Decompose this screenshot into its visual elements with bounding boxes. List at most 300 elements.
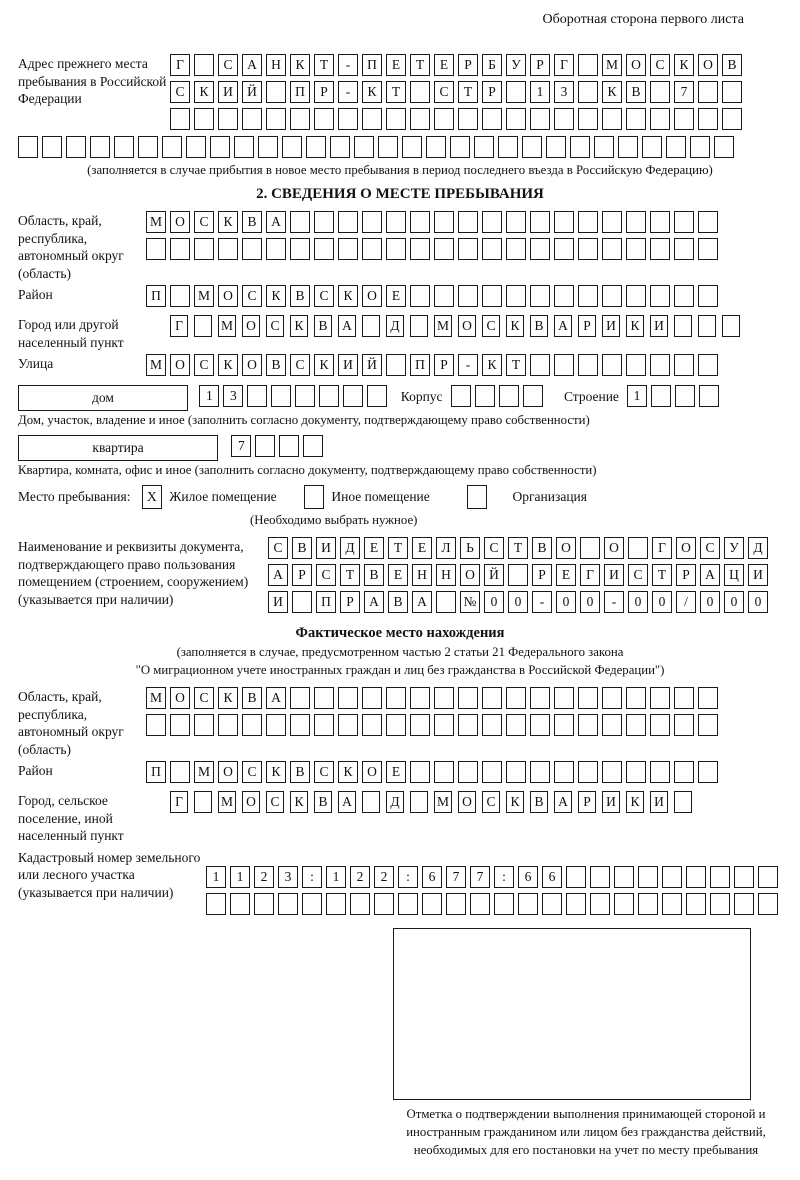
char-box[interactable] bbox=[410, 211, 430, 233]
char-box[interactable]: Р bbox=[292, 564, 312, 586]
char-box[interactable]: А bbox=[700, 564, 720, 586]
char-box[interactable] bbox=[638, 866, 658, 888]
char-box[interactable]: 1 bbox=[530, 81, 550, 103]
char-box[interactable]: А bbox=[268, 564, 288, 586]
char-box[interactable] bbox=[206, 893, 226, 915]
char-box[interactable] bbox=[386, 687, 406, 709]
char-box[interactable]: И bbox=[338, 354, 358, 376]
char-box[interactable] bbox=[266, 238, 286, 260]
char-box[interactable]: М bbox=[146, 354, 166, 376]
char-box[interactable]: П bbox=[146, 761, 166, 783]
char-box[interactable] bbox=[566, 893, 586, 915]
char-box[interactable] bbox=[578, 211, 598, 233]
char-box[interactable] bbox=[642, 136, 662, 158]
char-box[interactable]: А bbox=[554, 791, 572, 813]
char-box[interactable] bbox=[367, 385, 387, 407]
char-box[interactable] bbox=[434, 211, 454, 233]
char-box[interactable]: П bbox=[146, 285, 166, 307]
char-box[interactable] bbox=[482, 238, 502, 260]
char-box[interactable] bbox=[302, 893, 322, 915]
char-box[interactable]: И bbox=[604, 564, 624, 586]
checkbox-other-premises[interactable] bbox=[304, 485, 324, 509]
char-box[interactable] bbox=[506, 285, 526, 307]
char-box[interactable] bbox=[42, 136, 62, 158]
char-box[interactable] bbox=[266, 108, 286, 130]
char-box[interactable]: Д bbox=[748, 537, 768, 559]
char-box[interactable]: Й bbox=[484, 564, 504, 586]
char-box[interactable] bbox=[186, 136, 206, 158]
char-box[interactable]: Е bbox=[386, 761, 406, 783]
char-box[interactable]: И bbox=[650, 791, 668, 813]
char-box[interactable] bbox=[578, 285, 598, 307]
char-box[interactable]: Е bbox=[364, 537, 384, 559]
char-box[interactable] bbox=[686, 893, 706, 915]
char-box[interactable] bbox=[170, 714, 190, 736]
char-box[interactable]: М bbox=[194, 761, 214, 783]
char-box[interactable]: О bbox=[458, 791, 476, 813]
char-box[interactable] bbox=[508, 564, 528, 586]
char-box[interactable] bbox=[258, 136, 278, 158]
char-box[interactable] bbox=[290, 211, 310, 233]
char-box[interactable]: К bbox=[506, 791, 524, 813]
char-box[interactable] bbox=[578, 81, 598, 103]
char-box[interactable] bbox=[626, 285, 646, 307]
char-box[interactable]: 7 bbox=[446, 866, 466, 888]
char-box[interactable] bbox=[518, 893, 538, 915]
char-box[interactable]: Т bbox=[388, 537, 408, 559]
char-box[interactable] bbox=[410, 81, 430, 103]
char-box[interactable]: И bbox=[316, 537, 336, 559]
char-box[interactable]: Т bbox=[506, 354, 526, 376]
char-box[interactable] bbox=[650, 285, 670, 307]
char-box[interactable] bbox=[650, 714, 670, 736]
char-box[interactable]: 7 bbox=[231, 435, 251, 457]
char-box[interactable] bbox=[554, 211, 574, 233]
char-box[interactable]: К bbox=[506, 315, 524, 337]
char-box[interactable] bbox=[542, 893, 562, 915]
char-box[interactable]: К bbox=[626, 315, 644, 337]
char-box[interactable] bbox=[578, 108, 598, 130]
char-box[interactable]: К bbox=[194, 81, 214, 103]
char-box[interactable] bbox=[628, 537, 648, 559]
char-box[interactable] bbox=[410, 315, 428, 337]
char-box[interactable] bbox=[386, 211, 406, 233]
char-box[interactable]: И bbox=[218, 81, 238, 103]
char-box[interactable] bbox=[386, 108, 406, 130]
char-box[interactable] bbox=[271, 385, 291, 407]
char-box[interactable]: 2 bbox=[374, 866, 394, 888]
char-box[interactable] bbox=[758, 893, 778, 915]
char-box[interactable]: М bbox=[434, 791, 452, 813]
char-box[interactable]: О bbox=[698, 54, 718, 76]
char-box[interactable]: О bbox=[626, 54, 646, 76]
char-box[interactable] bbox=[554, 687, 574, 709]
char-box[interactable] bbox=[458, 687, 478, 709]
char-box[interactable]: М bbox=[602, 54, 622, 76]
char-box[interactable]: Е bbox=[412, 537, 432, 559]
char-box[interactable] bbox=[458, 211, 478, 233]
char-box[interactable]: В bbox=[242, 211, 262, 233]
char-box[interactable] bbox=[650, 687, 670, 709]
char-box[interactable]: В bbox=[722, 54, 742, 76]
char-box[interactable] bbox=[234, 136, 254, 158]
char-box[interactable] bbox=[434, 238, 454, 260]
char-box[interactable] bbox=[554, 761, 574, 783]
char-box[interactable] bbox=[170, 108, 190, 130]
char-box[interactable] bbox=[494, 893, 514, 915]
char-box[interactable] bbox=[602, 108, 622, 130]
char-box[interactable]: 7 bbox=[470, 866, 490, 888]
char-box[interactable] bbox=[590, 893, 610, 915]
char-box[interactable]: О bbox=[218, 285, 238, 307]
char-box[interactable]: Р bbox=[676, 564, 696, 586]
char-box[interactable] bbox=[482, 285, 502, 307]
char-box[interactable] bbox=[247, 385, 267, 407]
char-box[interactable]: : bbox=[302, 866, 322, 888]
char-box[interactable] bbox=[242, 238, 262, 260]
char-box[interactable]: Р bbox=[578, 791, 596, 813]
char-box[interactable]: Г bbox=[652, 537, 672, 559]
char-box[interactable]: Н bbox=[266, 54, 286, 76]
char-box[interactable] bbox=[410, 285, 430, 307]
char-box[interactable] bbox=[675, 385, 695, 407]
char-box[interactable]: Р bbox=[482, 81, 502, 103]
char-box[interactable]: Р bbox=[314, 81, 334, 103]
char-box[interactable]: У bbox=[506, 54, 526, 76]
char-box[interactable] bbox=[506, 714, 526, 736]
char-box[interactable] bbox=[650, 354, 670, 376]
char-box[interactable]: А bbox=[338, 791, 356, 813]
char-box[interactable]: О bbox=[242, 315, 260, 337]
char-box[interactable] bbox=[722, 315, 740, 337]
char-box[interactable] bbox=[698, 315, 716, 337]
char-box[interactable] bbox=[170, 285, 190, 307]
char-box[interactable] bbox=[303, 435, 323, 457]
char-box[interactable] bbox=[554, 714, 574, 736]
char-box[interactable] bbox=[362, 238, 382, 260]
char-box[interactable] bbox=[626, 687, 646, 709]
char-box[interactable] bbox=[410, 687, 430, 709]
char-box[interactable]: О bbox=[460, 564, 480, 586]
char-box[interactable]: - bbox=[338, 81, 358, 103]
char-box[interactable] bbox=[674, 761, 694, 783]
char-box[interactable] bbox=[470, 893, 490, 915]
char-box[interactable]: С bbox=[314, 285, 334, 307]
char-box[interactable] bbox=[362, 108, 382, 130]
char-box[interactable]: С bbox=[194, 687, 214, 709]
char-box[interactable] bbox=[338, 714, 358, 736]
checkbox-organization[interactable] bbox=[467, 485, 487, 509]
char-box[interactable]: В bbox=[314, 791, 332, 813]
char-box[interactable] bbox=[314, 108, 334, 130]
char-box[interactable] bbox=[319, 385, 339, 407]
char-box[interactable] bbox=[290, 687, 310, 709]
char-box[interactable]: № bbox=[460, 591, 480, 613]
char-box[interactable] bbox=[362, 315, 380, 337]
char-box[interactable]: С bbox=[482, 315, 500, 337]
char-box[interactable] bbox=[602, 354, 622, 376]
char-box[interactable]: И bbox=[602, 791, 620, 813]
char-box[interactable] bbox=[458, 108, 478, 130]
char-box[interactable]: Ь bbox=[460, 537, 480, 559]
char-box[interactable]: Т bbox=[410, 54, 430, 76]
char-box[interactable] bbox=[522, 136, 542, 158]
char-box[interactable] bbox=[580, 537, 600, 559]
char-box[interactable]: Е bbox=[556, 564, 576, 586]
char-box[interactable] bbox=[602, 761, 622, 783]
char-box[interactable] bbox=[506, 761, 526, 783]
char-box[interactable]: Б bbox=[482, 54, 502, 76]
char-box[interactable] bbox=[290, 714, 310, 736]
char-box[interactable] bbox=[218, 714, 238, 736]
char-box[interactable]: К bbox=[218, 354, 238, 376]
char-box[interactable] bbox=[650, 761, 670, 783]
char-box[interactable] bbox=[338, 211, 358, 233]
char-box[interactable]: А bbox=[554, 315, 572, 337]
char-box[interactable] bbox=[618, 136, 638, 158]
char-box[interactable]: О bbox=[218, 761, 238, 783]
char-box[interactable]: М bbox=[146, 687, 166, 709]
char-box[interactable] bbox=[482, 211, 502, 233]
char-box[interactable] bbox=[434, 108, 454, 130]
char-box[interactable] bbox=[458, 761, 478, 783]
char-box[interactable] bbox=[506, 687, 526, 709]
char-box[interactable] bbox=[578, 761, 598, 783]
char-box[interactable] bbox=[650, 211, 670, 233]
char-box[interactable] bbox=[458, 238, 478, 260]
char-box[interactable] bbox=[218, 108, 238, 130]
char-box[interactable]: Г bbox=[170, 791, 188, 813]
char-box[interactable]: Р bbox=[434, 354, 454, 376]
char-box[interactable] bbox=[450, 136, 470, 158]
char-box[interactable]: Р bbox=[458, 54, 478, 76]
char-box[interactable] bbox=[146, 714, 166, 736]
char-box[interactable] bbox=[278, 893, 298, 915]
char-box[interactable] bbox=[523, 385, 543, 407]
char-box[interactable]: С bbox=[194, 211, 214, 233]
char-box[interactable]: У bbox=[724, 537, 744, 559]
char-box[interactable]: 0 bbox=[580, 591, 600, 613]
char-box[interactable] bbox=[114, 136, 134, 158]
char-box[interactable] bbox=[698, 108, 718, 130]
char-box[interactable]: Е bbox=[388, 564, 408, 586]
char-box[interactable] bbox=[90, 136, 110, 158]
char-box[interactable]: К bbox=[362, 81, 382, 103]
char-box[interactable] bbox=[650, 108, 670, 130]
char-box[interactable]: К bbox=[338, 761, 358, 783]
char-box[interactable]: С bbox=[628, 564, 648, 586]
char-box[interactable]: 6 bbox=[542, 866, 562, 888]
char-box[interactable]: М bbox=[218, 315, 236, 337]
char-box[interactable] bbox=[18, 136, 38, 158]
char-box[interactable] bbox=[326, 893, 346, 915]
char-box[interactable]: Р bbox=[340, 591, 360, 613]
char-box[interactable]: О bbox=[604, 537, 624, 559]
char-box[interactable]: В bbox=[242, 687, 262, 709]
char-box[interactable] bbox=[674, 315, 692, 337]
char-box[interactable] bbox=[626, 354, 646, 376]
char-box[interactable] bbox=[578, 687, 598, 709]
char-box[interactable] bbox=[698, 761, 718, 783]
char-box[interactable]: О bbox=[362, 285, 382, 307]
char-box[interactable] bbox=[426, 136, 446, 158]
char-box[interactable]: О bbox=[242, 354, 262, 376]
char-box[interactable] bbox=[566, 866, 586, 888]
char-box[interactable] bbox=[506, 81, 526, 103]
char-box[interactable] bbox=[602, 211, 622, 233]
char-box[interactable] bbox=[554, 238, 574, 260]
char-box[interactable] bbox=[554, 354, 574, 376]
char-box[interactable]: К bbox=[290, 54, 310, 76]
char-box[interactable] bbox=[594, 136, 614, 158]
char-box[interactable] bbox=[482, 761, 502, 783]
char-box[interactable]: С bbox=[700, 537, 720, 559]
char-box[interactable]: Г bbox=[580, 564, 600, 586]
char-box[interactable] bbox=[138, 136, 158, 158]
char-box[interactable]: В bbox=[314, 315, 332, 337]
char-box[interactable]: Е bbox=[386, 54, 406, 76]
char-box[interactable]: 1 bbox=[627, 385, 647, 407]
char-box[interactable] bbox=[398, 893, 418, 915]
char-box[interactable] bbox=[242, 108, 262, 130]
char-box[interactable] bbox=[458, 285, 478, 307]
char-box[interactable] bbox=[734, 866, 754, 888]
char-box[interactable]: О bbox=[556, 537, 576, 559]
char-box[interactable]: Р bbox=[532, 564, 552, 586]
char-box[interactable] bbox=[292, 591, 312, 613]
char-box[interactable]: 6 bbox=[422, 866, 442, 888]
char-box[interactable]: - bbox=[532, 591, 552, 613]
char-box[interactable] bbox=[674, 108, 694, 130]
char-box[interactable]: А bbox=[266, 211, 286, 233]
char-box[interactable]: 2 bbox=[350, 866, 370, 888]
char-box[interactable] bbox=[374, 893, 394, 915]
char-box[interactable] bbox=[498, 136, 518, 158]
char-box[interactable]: Г bbox=[554, 54, 574, 76]
char-box[interactable]: В bbox=[364, 564, 384, 586]
char-box[interactable] bbox=[362, 211, 382, 233]
char-box[interactable] bbox=[530, 108, 550, 130]
char-box[interactable] bbox=[602, 687, 622, 709]
char-box[interactable] bbox=[218, 238, 238, 260]
char-box[interactable] bbox=[674, 238, 694, 260]
char-box[interactable]: 0 bbox=[700, 591, 720, 613]
char-box[interactable]: С bbox=[314, 761, 334, 783]
char-box[interactable] bbox=[475, 385, 495, 407]
char-box[interactable]: 3 bbox=[554, 81, 574, 103]
char-box[interactable] bbox=[674, 791, 692, 813]
char-box[interactable] bbox=[434, 285, 454, 307]
char-box[interactable]: 0 bbox=[748, 591, 768, 613]
char-box[interactable] bbox=[530, 238, 550, 260]
char-box[interactable] bbox=[482, 714, 502, 736]
char-box[interactable] bbox=[666, 136, 686, 158]
char-box[interactable] bbox=[282, 136, 302, 158]
char-box[interactable]: В bbox=[530, 791, 548, 813]
char-box[interactable] bbox=[674, 211, 694, 233]
char-box[interactable]: - bbox=[458, 354, 478, 376]
char-box[interactable] bbox=[194, 238, 214, 260]
char-box[interactable] bbox=[255, 435, 275, 457]
char-box[interactable]: 1 bbox=[199, 385, 219, 407]
char-box[interactable] bbox=[734, 893, 754, 915]
char-box[interactable]: 0 bbox=[556, 591, 576, 613]
char-box[interactable] bbox=[578, 54, 598, 76]
char-box[interactable]: П bbox=[290, 81, 310, 103]
char-box[interactable]: 1 bbox=[230, 866, 250, 888]
char-box[interactable] bbox=[650, 81, 670, 103]
char-box[interactable]: О bbox=[170, 211, 190, 233]
char-box[interactable]: Л bbox=[436, 537, 456, 559]
char-box[interactable]: М bbox=[194, 285, 214, 307]
char-box[interactable] bbox=[674, 354, 694, 376]
char-box[interactable]: Ц bbox=[724, 564, 744, 586]
char-box[interactable]: 2 bbox=[254, 866, 274, 888]
char-box[interactable]: Т bbox=[314, 54, 334, 76]
char-box[interactable] bbox=[626, 108, 646, 130]
char-box[interactable] bbox=[343, 385, 363, 407]
char-box[interactable] bbox=[194, 315, 212, 337]
char-box[interactable] bbox=[614, 866, 634, 888]
char-box[interactable]: Й bbox=[362, 354, 382, 376]
char-box[interactable] bbox=[446, 893, 466, 915]
char-box[interactable]: Д bbox=[386, 791, 404, 813]
char-box[interactable] bbox=[434, 761, 454, 783]
char-box[interactable] bbox=[482, 108, 502, 130]
char-box[interactable] bbox=[674, 714, 694, 736]
char-box[interactable]: М bbox=[434, 315, 452, 337]
char-box[interactable] bbox=[290, 238, 310, 260]
char-box[interactable] bbox=[386, 238, 406, 260]
char-box[interactable] bbox=[626, 238, 646, 260]
char-box[interactable]: : bbox=[494, 866, 514, 888]
char-box[interactable]: К bbox=[266, 761, 286, 783]
char-box[interactable]: Т bbox=[386, 81, 406, 103]
char-box[interactable]: С bbox=[484, 537, 504, 559]
char-box[interactable] bbox=[578, 238, 598, 260]
char-box[interactable]: 0 bbox=[724, 591, 744, 613]
char-box[interactable]: П bbox=[410, 354, 430, 376]
char-box[interactable]: И bbox=[268, 591, 288, 613]
char-box[interactable] bbox=[602, 285, 622, 307]
char-box[interactable] bbox=[554, 108, 574, 130]
char-box[interactable]: М bbox=[218, 791, 236, 813]
char-box[interactable] bbox=[530, 714, 550, 736]
char-box[interactable]: С bbox=[242, 761, 262, 783]
char-box[interactable] bbox=[458, 714, 478, 736]
char-box[interactable] bbox=[722, 108, 742, 130]
char-box[interactable]: К bbox=[482, 354, 502, 376]
char-box[interactable]: С bbox=[170, 81, 190, 103]
char-box[interactable] bbox=[338, 687, 358, 709]
char-box[interactable] bbox=[690, 136, 710, 158]
char-box[interactable] bbox=[436, 591, 456, 613]
char-box[interactable] bbox=[590, 866, 610, 888]
char-box[interactable] bbox=[194, 54, 214, 76]
char-box[interactable]: С bbox=[268, 537, 288, 559]
char-box[interactable]: В bbox=[388, 591, 408, 613]
char-box[interactable] bbox=[662, 866, 682, 888]
char-box[interactable]: С bbox=[194, 354, 214, 376]
char-box[interactable] bbox=[314, 714, 334, 736]
char-box[interactable]: О bbox=[676, 537, 696, 559]
char-box[interactable]: Р bbox=[578, 315, 596, 337]
char-box[interactable]: С bbox=[218, 54, 238, 76]
char-box[interactable] bbox=[546, 136, 566, 158]
char-box[interactable]: В bbox=[530, 315, 548, 337]
char-box[interactable]: С bbox=[266, 315, 284, 337]
char-box[interactable] bbox=[338, 108, 358, 130]
